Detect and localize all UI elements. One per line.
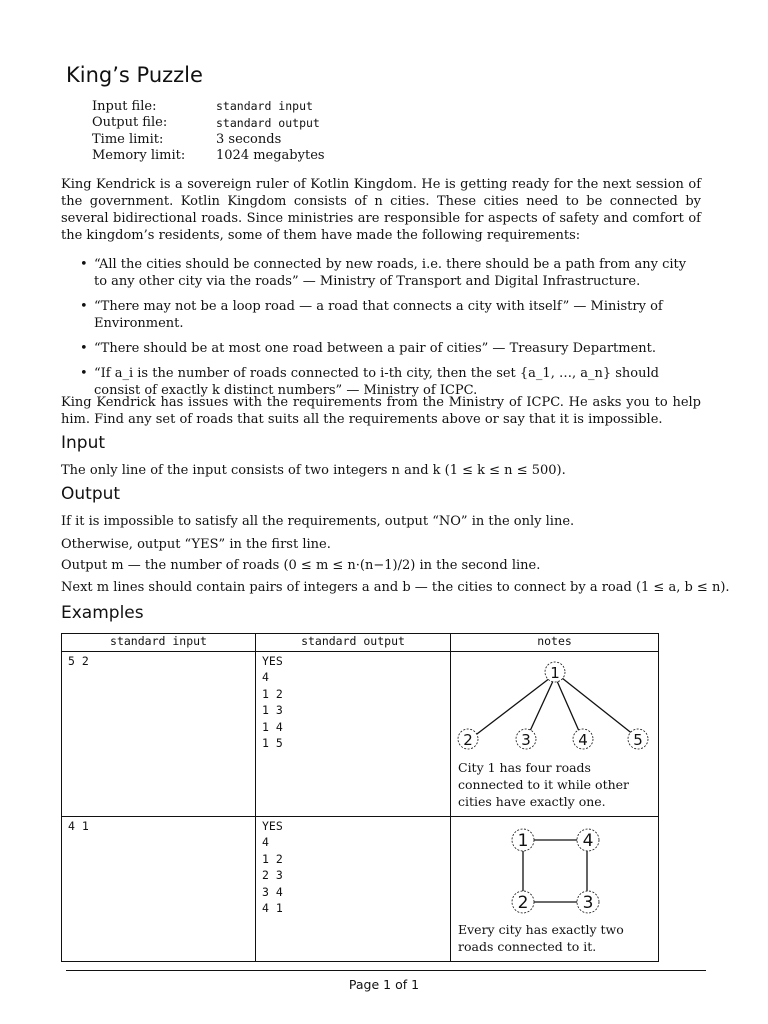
header-standard-input: standard input — [62, 634, 256, 652]
star-graph-diagram — [451, 652, 658, 759]
graph-edge — [473, 678, 550, 737]
limit-label: Input file: — [92, 98, 157, 114]
note-text: Every city has exactly two roads connected to it. — [458, 922, 624, 954]
example-notes — [451, 652, 659, 817]
example-row — [62, 652, 659, 817]
cycle-graph-diagram — [451, 817, 658, 921]
examples-header-row — [62, 634, 659, 652]
io-line: 4 1 — [68, 819, 89, 833]
examples-table — [61, 633, 659, 962]
footer-rule — [66, 970, 706, 971]
statement-outro: King Kendrick has issues with the requirements from the Ministry of ICPC. He asks you to help him. Find any set of roads that suits all the requirements above or say that it is impossible. — [61, 395, 701, 427]
output-line-2: Otherwise, output “YES” in the first line. — [61, 537, 331, 552]
io-line: 4 1 — [262, 900, 283, 915]
example-output — [256, 652, 451, 817]
limit-value: 3 seconds — [216, 131, 282, 147]
output-heading: Output — [61, 484, 121, 504]
io-line: 1 2 — [262, 851, 283, 866]
graph-node-label: 1 — [550, 664, 560, 682]
graph-node-label: 4 — [578, 731, 588, 749]
input-text: The only line of the input consists of two integers n and k (1 ≤ k ≤ n ≤ 500). — [61, 463, 566, 478]
limits-table — [92, 98, 325, 164]
limit-label: Memory limit: — [92, 148, 186, 164]
requirement-text: “There should be at most one road between a pair of cities” — Treasury Department. — [94, 341, 657, 356]
io-line: 5 2 — [68, 654, 89, 668]
io-line: 1 5 — [262, 735, 283, 750]
limit-label: Output file: — [92, 115, 168, 131]
limit-value: 1024 megabytes — [216, 148, 325, 164]
example-input — [62, 817, 256, 962]
header-standard-output: standard output — [256, 634, 451, 652]
statement-intro: King Kendrick is a sovereign ruler of Kotlin Kingdom. He is getting ready for the next session of the government. Kotlin Kingdom consists of n cities. These cities need to be connected by several bidirectional roads. Since ministries are responsible for aspects of safety and comfort of the kingdom’s residents, some of them have made the following requirements: — [61, 177, 701, 243]
io-line: 1 4 — [262, 719, 283, 734]
requirements-list — [78, 256, 702, 407]
header-notes: notes — [451, 634, 659, 652]
example-row — [62, 817, 659, 962]
limit-value: standard input — [216, 99, 313, 114]
graph-node-label: 5 — [633, 731, 643, 749]
requirement-text: “All the cities should be connected by new roads, i.e. there should be a path from any city to any other city via the roads” — Ministry of Transport and Digital Infrastructure. — [94, 257, 687, 289]
graph-node-label: 4 — [582, 831, 594, 851]
graph-node-label: 1 — [517, 831, 529, 851]
limit-row — [92, 98, 325, 115]
output-line-4: Next m lines should contain pairs of integers a and b — the cities to connect by a road (1 ≤ a, b ≤ n). — [61, 580, 730, 595]
io-line: 3 4 — [262, 884, 283, 899]
examples-heading: Examples — [61, 603, 144, 623]
bullet-icon: • — [80, 257, 88, 272]
bullet-icon: • — [80, 366, 88, 381]
example-input — [62, 652, 256, 817]
limit-row — [92, 115, 325, 132]
problem-title: King’s Puzzle — [66, 63, 203, 87]
input-heading: Input — [61, 433, 106, 453]
graph-edge — [530, 681, 553, 731]
io-line: 4 — [262, 670, 269, 685]
limit-value: standard output — [216, 115, 320, 130]
graph-node-label: 3 — [582, 893, 594, 913]
limit-row — [92, 131, 325, 148]
graph-node-label: 2 — [517, 893, 529, 913]
requirement-item — [78, 340, 702, 357]
graph-edge — [562, 678, 634, 735]
graph-node-label: 3 — [521, 731, 531, 749]
graph-node-label: 2 — [463, 731, 473, 749]
requirement-item — [78, 298, 702, 332]
io-line: 1 2 — [262, 686, 283, 701]
page-footer: Page 1 of 1 — [348, 977, 420, 992]
output-line-1: If it is impossible to satisfy all the requirements, output “NO” in the only line. — [61, 514, 575, 529]
io-line: 4 — [262, 835, 269, 850]
io-line: YES — [262, 654, 283, 668]
requirement-item — [78, 256, 702, 290]
output-line-3: Output m — the number of roads (0 ≤ m ≤ n·(n−1)/2) in the second line. — [61, 558, 541, 573]
requirement-text: “If a_i is the number of roads connected to i-th city, then the set {a_1, …, a_n} should consist of exactly k distinct numbers” — Ministry of ICPC. — [94, 366, 659, 398]
io-line: 1 3 — [262, 703, 283, 718]
example-output — [256, 817, 451, 962]
note-text: City 1 has four roads connected to it while other cities have exactly one. — [458, 760, 630, 809]
bullet-icon: • — [80, 299, 88, 314]
example-notes — [451, 817, 659, 962]
limit-label: Time limit: — [92, 131, 164, 147]
requirement-text: “There may not be a loop road — a road that connects a city with itself” — Ministry of Environment. — [94, 299, 663, 331]
io-line: YES — [262, 819, 283, 833]
limit-row — [92, 148, 325, 165]
bullet-icon: • — [80, 341, 88, 356]
io-line: 2 3 — [262, 868, 283, 883]
